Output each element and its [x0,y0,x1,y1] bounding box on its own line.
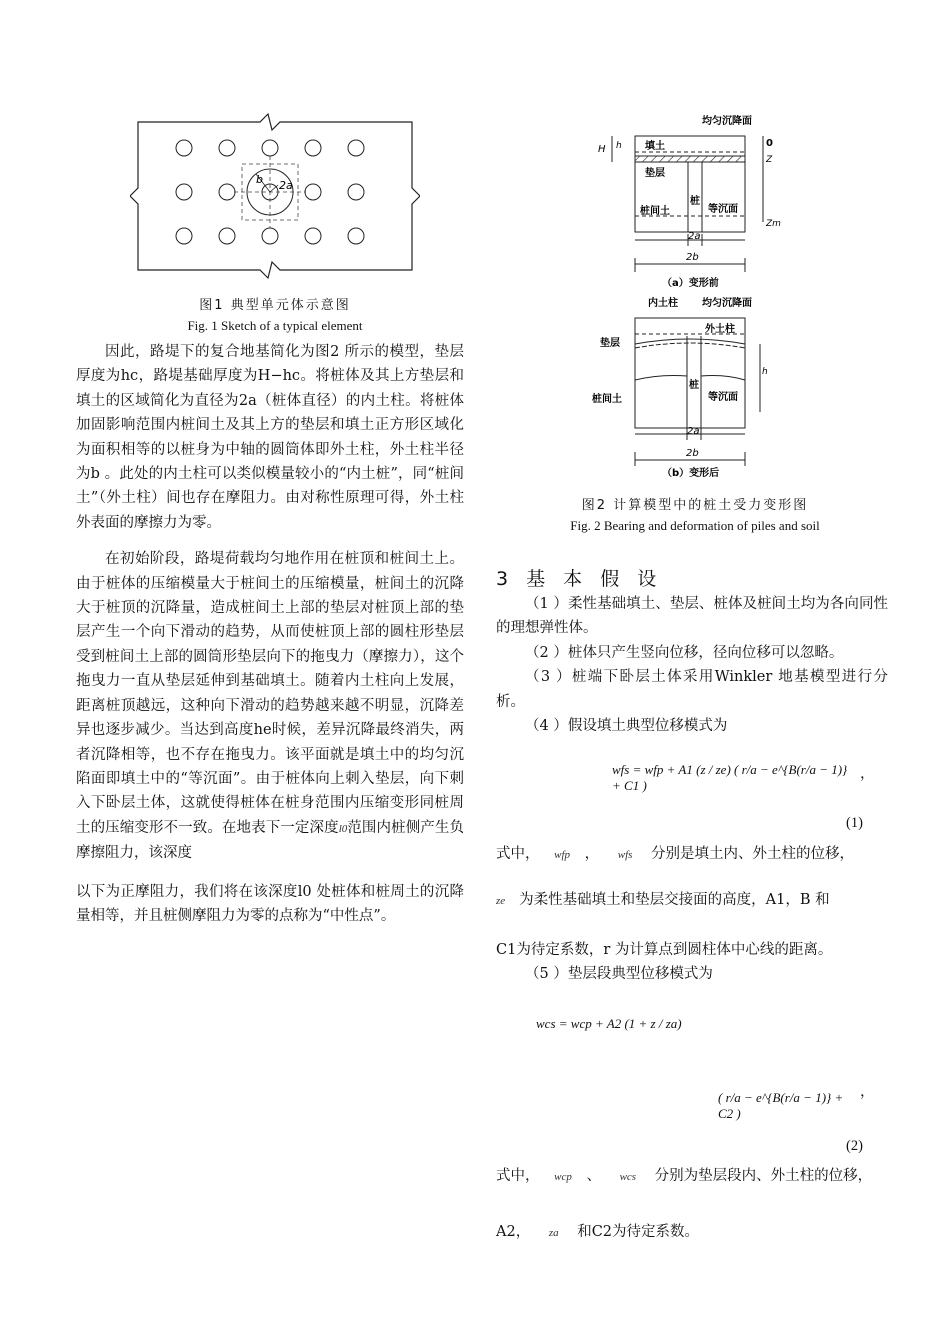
fig2-caption-cn: 图2 计算模型中的桩土受力变形图 [581,498,809,513]
fig1-b-label: b [256,173,263,186]
fig2a-pile: 桩 [690,196,700,207]
where-4-pre: 式中， [496,1168,540,1184]
fig2a-equal-plane: 等沉面 [708,204,738,215]
fig2a-fill: 填土 [645,141,665,152]
assumption-5-text: （5 ）垫层段典型位移模式为 [525,966,713,982]
za-symbol: za [548,1227,559,1239]
assumption-3: （3 ）桩端下卧层土体采用Winkler 地基模型进行分析。 [496,669,888,710]
fig2a-dim-2b: 2b [686,252,699,263]
wfs-symbol: wfs [617,849,633,861]
fig2a-cushion: 垫层 [645,168,665,179]
assumption-1: （1 ）柔性基础填土、垫层、桩体及桩间土均为各向同性的理想弹性体。 [496,596,888,637]
fig2a-soil: 桩间土 [640,206,670,217]
fig2b-equal-plane: 等沉面 [708,392,738,403]
ze-symbol: ze [496,895,506,907]
fig2b-cushion: 垫层 [600,338,620,349]
right-column-top [496,592,888,738]
fig2b-h0: h [762,367,768,377]
fig1-caption-en: Fig. 1 Sketch of a typical element [187,318,363,333]
left-para-2 [76,547,464,865]
fig2b-dim-2b: 2b [686,448,699,459]
wfp-symbol: wfp [554,849,571,861]
fig2a-dim-2a: 2a [688,231,701,242]
left-para-1: 因此，路堤下的复合地基简化为图2 所示的模型，垫层厚度为hc，路堤基础厚度为H−hc。将桩体及其上方垫层和填土的区域简化为直径为2a（桩体直径）的内土柱。将桩体加固影响范围内桩间土及其上方的垫层和填土正方形区域化为面积相等的以桩身为中轴的圆筒体即外土柱，外土柱半径为b 。此处的内土柱可以类似模量较小的“内土桩”，同“桩间土”（外土柱）间也存在摩阻力。由对称性原理可得，外土柱外表面的摩擦力为零。 [76,344,464,531]
equation-2b: ( r/a − e^{B(r/a − 1)} + C2 ) [718,1090,844,1121]
where-5-post: 和C2为待定系数。 [577,1224,700,1240]
figure-2 [590,112,800,482]
where-line-2 [496,888,888,913]
wcs-symbol: wcs [619,1171,637,1183]
fig2-caption-en: Fig. 2 Bearing and deformation of piles and soil [570,518,820,533]
where-1-sep: ， [584,846,600,862]
where-line-1 [496,842,888,867]
where-4-sep: 、 [586,1168,601,1184]
section-3-heading: 3 基 本 假 设 [496,568,663,590]
where-line-4 [496,1164,888,1189]
fig2a-ze: Z [766,155,773,165]
l0-symbol: l0 [338,822,348,835]
where-line-5 [496,1220,888,1245]
wcp-symbol: wcp [554,1171,572,1183]
assumption-5 [496,962,888,986]
where-1-post: 分别是填土内、外土柱的位移， [651,846,855,862]
fig2b-sub: （b）变形后 [662,468,720,479]
left-para-3: 以下为正摩阻力，我们将在该深度l0 处桩体和桩周土的沉降量相等，并且桩侧摩阻力为零的点称为“中性点”。 [76,883,464,924]
figure-1 [130,112,420,280]
assumption-2: （2 ）桩体只产生竖向位移，径向位移可以忽略。 [525,644,844,661]
fig2a-hc: h [616,141,622,151]
fig2b-outer: 外土柱 [705,324,735,335]
assumption-4: （4 ）假设填土典型位移模式为 [525,718,728,735]
where-5-pre: A2， [496,1224,531,1240]
fig1-caption-cn: 图1 典型单元体示意图 [199,298,351,313]
equation-1-comma: ， [860,766,875,782]
fig1-2a-label: 2a [279,179,293,192]
left-para-2-body: 在初始阶段，路堤荷载均匀地作用在桩顶和桩间土上。由于桩体的压缩模量大于桩间土的压缩模量，桩间土的沉降大于桩顶的沉降量，造成桩间土上部的垫层对桩顶上部的垫层产生一个向下滑动的趋势，从而使桩顶上部的圆柱形垫层受到桩间土上部的圆筒形垫层向下的拖曳力（摩擦力），这个拖曳力一直从垫层延伸到基础填土。随着内土柱向上发展，距离桩顶越远，这种向下滑动的趋势越来越不明显，沉降差异也逐步减少。当达到高度he时候，差异沉降最终消失，两者沉降相等，也不存在拖曳力。该平面就是填土中的均匀沉陷面即填土中的“等沉面”。由于桩体向上刺入垫层，向下刺入下卧层土体，这就使得桩体在桩身范围内压缩变形同桩周土的压缩变形不一致。在地表下一定深度 [76,551,464,836]
fig2b-inner: 内土柱 [648,298,678,309]
equation-1: wfs = wfp + A1 (z / ze) ( r/a − e^{B(r/a − 1)} + C1 ) [612,762,848,793]
where-4-post: 分别为垫层段内、外土柱的位移， [654,1168,873,1184]
fig2a-zm: Zm [766,219,781,229]
fig2a-H: H [598,144,606,155]
where-line-3: C1为待定系数，r 为计算点到圆柱体中心线的距离。 [496,942,833,958]
equation-2-number: (2) [846,1138,863,1154]
where-1-pre: 式中， [496,846,540,862]
left-para-2-tail: 范围内桩侧产生负摩擦阻力，该深度 [76,819,464,862]
fig2a-top-label: 均匀沉降面 [702,116,752,127]
where-2-post: 为柔性基础填土和垫层交接面的高度，A1，B 和 [519,892,830,908]
equation-1-number: (1) [846,815,863,831]
equation-2-comma: ， [860,1084,875,1100]
fig2b-pile: 桩 [689,380,699,391]
left-column [76,340,464,928]
fig2a-zero: 0 [766,138,773,149]
fig2b-dim-2a: 2a [687,426,700,437]
fig2a-sub: （a）变形前 [662,278,719,289]
equation-2a: wcs = wcp + A2 (1 + z / za) [536,1016,682,1031]
fig2b-top-label: 均匀沉降面 [702,298,752,309]
fig2b-soil: 桩间土 [592,394,622,405]
